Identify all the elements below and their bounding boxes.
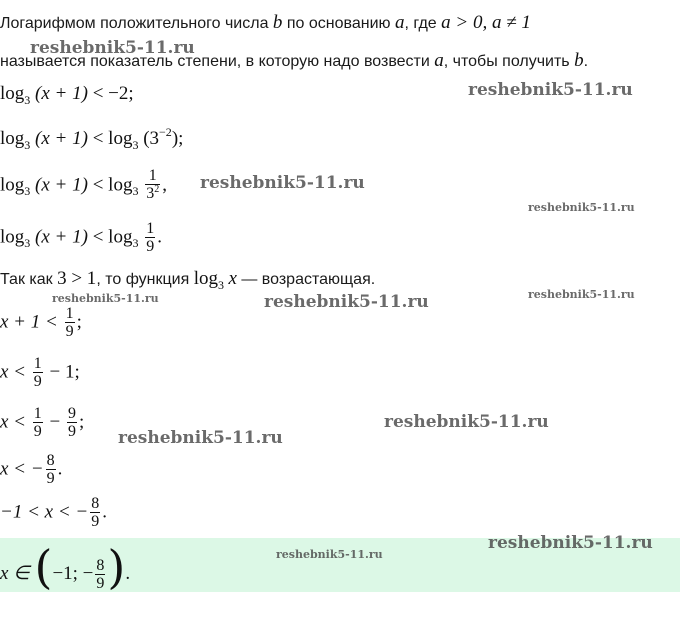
fraction-numerator: 1 (146, 220, 155, 237)
fraction-1 (33, 405, 43, 441)
fraction-denominator (145, 185, 160, 205)
period: . (157, 226, 162, 248)
fraction-denominator: 9 (33, 373, 42, 390)
ineq-8 (0, 452, 62, 488)
watermark: reshebnik5-11.ru (118, 428, 283, 448)
mono-text-3: — возрастающая. (236, 271, 376, 288)
def-var-a: a (394, 12, 405, 33)
def-text-5: , чтобы получить (443, 53, 575, 70)
less-than: < (92, 83, 104, 104)
log-base: 3 (24, 184, 31, 199)
mono-text-1: Так как (0, 271, 58, 288)
def-var-b: b (272, 12, 283, 33)
less-than: < (92, 174, 104, 196)
semicolon: ; (76, 311, 82, 333)
def-text-3: , где (404, 15, 442, 32)
fraction-denominator: 9 (33, 423, 42, 440)
fraction (145, 220, 155, 256)
watermark: reshebnik5-11.ru (200, 173, 365, 193)
def-condition: a > 0, a ≠ 1 (441, 12, 531, 33)
step-2 (0, 125, 184, 152)
fraction-numerator: 1 (65, 305, 74, 322)
fraction-denominator: 9 (65, 323, 74, 340)
def-text-2: по основанию (282, 15, 395, 32)
power-exponent: −2 (159, 125, 172, 139)
log-base-rhs: 3 (132, 184, 139, 199)
log-arg: (x + 1) (35, 83, 88, 104)
fraction (65, 305, 75, 341)
den-exponent: 2 (154, 184, 160, 195)
log-arg: (x + 1) (35, 226, 88, 248)
ineq-lhs: x < (0, 361, 27, 383)
log-fn-rhs: log (108, 128, 133, 149)
fraction-numerator: 8 (96, 556, 105, 574)
close-paren: ) (107, 540, 126, 594)
open-paren: ( (34, 540, 53, 594)
ineq-lhs: x + 1 < (0, 311, 58, 333)
fraction-denominator: 9 (96, 574, 105, 592)
fraction-denominator: 9 (46, 470, 55, 487)
mono-log: log (193, 268, 219, 289)
fraction (95, 557, 105, 593)
log-fn-rhs: log (108, 226, 133, 248)
comma: , (162, 174, 167, 196)
ineq-7 (0, 405, 84, 441)
watermark: reshebnik5-11.ru (30, 38, 195, 58)
watermark: reshebnik5-11.ru (384, 412, 549, 432)
log-base-rhs: 3 (132, 138, 139, 152)
def-text-1: Логарифмом положительного числа (0, 15, 273, 32)
fraction-denominator: 9 (91, 513, 100, 530)
step-1-rhs: −2; (108, 83, 134, 104)
log-fn: log (0, 83, 25, 104)
log-arg: (x + 1) (35, 128, 88, 149)
log-base: 3 (24, 93, 31, 107)
watermark: reshebnik5-11.ru (264, 292, 429, 312)
fraction-denominator: 9 (146, 238, 155, 255)
definition-line-1 (0, 12, 531, 34)
monotonic-statement (0, 268, 375, 290)
ineq-5 (0, 305, 82, 341)
fraction (46, 452, 56, 488)
log-fn: log (0, 226, 25, 248)
ineq-lhs: x < − (0, 458, 44, 480)
ineq-lhs: −1 < x < − (0, 501, 89, 523)
log-fn: log (0, 174, 25, 196)
ineq-tail: − 1; (49, 361, 80, 383)
def-end: . (583, 53, 589, 70)
semicolon: ; (78, 411, 85, 433)
fraction-numerator: 1 (33, 355, 42, 372)
step-4 (0, 220, 162, 256)
fraction-numerator: 1 (33, 405, 42, 422)
def-var-a-2: a (434, 50, 444, 71)
fraction-numerator: 8 (91, 495, 100, 512)
power-close: ); (171, 128, 184, 149)
less-than: < (92, 226, 104, 248)
den-base: 3 (146, 185, 155, 202)
log-fn: log (0, 128, 25, 149)
step-3 (0, 167, 167, 205)
log-arg: (x + 1) (35, 174, 88, 196)
fraction-numerator: 9 (67, 405, 76, 422)
fraction (145, 167, 160, 205)
answer-interval: −1; − (52, 563, 94, 584)
power-base: (3 (143, 128, 160, 149)
fraction-2 (67, 405, 77, 441)
minus-sign: − (49, 411, 61, 433)
def-text-4: называется показатель степени, в которую надо возвести (0, 53, 435, 70)
fraction (33, 355, 43, 391)
log-base-rhs: 3 (132, 236, 139, 251)
mono-log-base: 3 (218, 278, 225, 292)
watermark: reshebnik5-11.ru (528, 288, 635, 301)
fraction-denominator: 9 (67, 423, 76, 440)
mono-text-2: , то функция (96, 271, 194, 288)
fraction-numerator: 8 (46, 452, 55, 469)
log-base: 3 (24, 236, 31, 251)
less-than: < (92, 128, 104, 149)
log-fn-rhs: log (108, 174, 133, 196)
period: . (57, 458, 63, 480)
period: . (125, 563, 131, 584)
mono-var-x: x (228, 268, 237, 289)
ineq-lhs: x < (0, 411, 27, 433)
log-base: 3 (24, 138, 31, 152)
def-var-b-2: b (574, 50, 584, 71)
period: . (102, 501, 107, 523)
watermark: reshebnik5-11.ru (468, 80, 633, 100)
watermark: reshebnik5-11.ru (488, 533, 653, 553)
answer (0, 540, 130, 593)
watermark: reshebnik5-11.ru (528, 201, 635, 214)
fraction (90, 495, 100, 531)
answer-lhs: x ∈ (0, 563, 30, 584)
ineq-6 (0, 355, 80, 391)
watermark: reshebnik5-11.ru (52, 292, 159, 305)
watermark: reshebnik5-11.ru (276, 548, 383, 561)
fraction-numerator: 1 (145, 167, 160, 185)
step-1 (0, 83, 134, 105)
ineq-9 (0, 495, 107, 531)
mono-ineq: 3 > 1 (57, 268, 97, 289)
